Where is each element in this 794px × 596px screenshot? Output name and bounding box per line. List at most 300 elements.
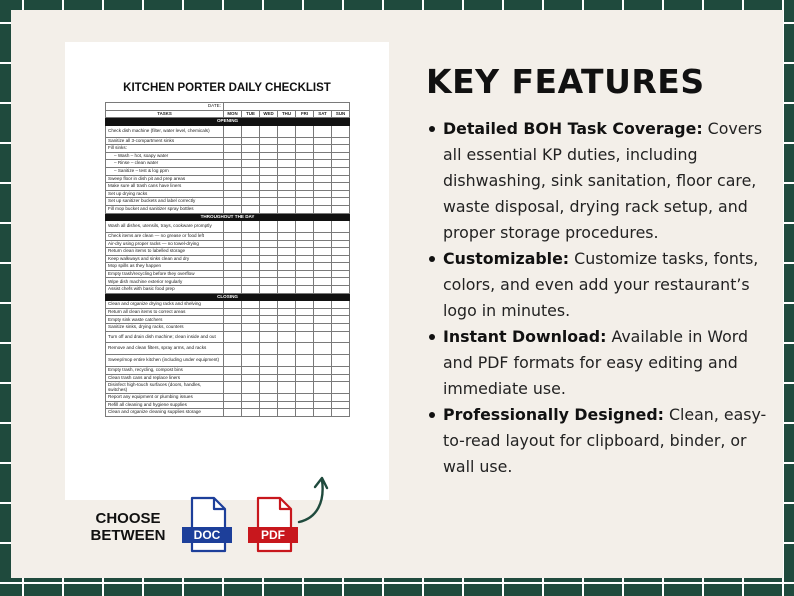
task-label: Empty sink waste catchers — [106, 316, 224, 324]
checkbox-cell[interactable] — [278, 331, 296, 343]
task-label: Assist chefs with basic food prep — [106, 286, 224, 294]
checkbox-cell[interactable] — [278, 255, 296, 263]
checkbox-cell[interactable] — [242, 190, 260, 198]
checkbox-cell[interactable] — [296, 324, 314, 332]
checkbox-cell[interactable] — [296, 137, 314, 145]
checkbox-cell[interactable] — [314, 183, 332, 191]
checkbox-cell[interactable] — [314, 374, 332, 382]
checkbox-cell[interactable] — [224, 152, 242, 160]
checkbox-cell[interactable] — [242, 175, 260, 183]
feature-title: Detailed BOH Task Coverage: — [443, 119, 703, 138]
curved-arrow-icon — [295, 470, 335, 530]
checkbox-cell[interactable] — [224, 270, 242, 278]
checkbox-cell[interactable] — [314, 382, 332, 394]
feature-title: Customizable: — [443, 249, 570, 268]
checkbox-cell[interactable] — [332, 343, 350, 355]
checkbox-cell[interactable] — [260, 232, 278, 240]
day-column-header: WED — [260, 110, 278, 118]
checkbox-cell[interactable] — [314, 160, 332, 168]
checkbox-cell[interactable] — [296, 331, 314, 343]
table-row — [106, 270, 350, 278]
checkbox-cell[interactable] — [296, 374, 314, 382]
checkbox-cell[interactable] — [296, 343, 314, 355]
task-label: Check dish machine (filter, water level, chemicals) — [106, 125, 224, 137]
checkbox-cell[interactable] — [296, 145, 314, 153]
section-header-row — [106, 118, 350, 126]
checklist-title: KITCHEN PORTER DAILY CHECKLIST — [123, 82, 331, 94]
checkbox-cell[interactable] — [242, 355, 260, 367]
checkbox-cell[interactable] — [260, 152, 278, 160]
checkbox-cell[interactable] — [260, 145, 278, 153]
checkbox-cell[interactable] — [224, 255, 242, 263]
checkbox-cell[interactable] — [278, 374, 296, 382]
doc-format-label: DOC — [182, 527, 232, 543]
checkbox-cell[interactable] — [296, 270, 314, 278]
checkbox-cell[interactable] — [242, 308, 260, 316]
date-row — [106, 103, 350, 111]
checkbox-cell[interactable] — [224, 316, 242, 324]
checkbox-cell[interactable] — [278, 263, 296, 271]
day-column-header: SUN — [332, 110, 350, 118]
checkbox-cell[interactable] — [260, 205, 278, 213]
checkbox-cell[interactable] — [260, 198, 278, 206]
checkbox-cell[interactable] — [260, 263, 278, 271]
checkbox-cell[interactable] — [332, 137, 350, 145]
checkbox-cell[interactable] — [224, 382, 242, 394]
checkbox-cell[interactable] — [224, 343, 242, 355]
checkbox-cell[interactable] — [242, 183, 260, 191]
checkbox-cell[interactable] — [332, 316, 350, 324]
checkbox-cell[interactable] — [314, 343, 332, 355]
checkbox-cell[interactable] — [278, 152, 296, 160]
checkbox-cell[interactable] — [332, 183, 350, 191]
checkbox-cell[interactable] — [260, 167, 278, 175]
checkbox-cell[interactable] — [332, 175, 350, 183]
checkbox-cell[interactable] — [314, 278, 332, 286]
checkbox-cell[interactable] — [224, 248, 242, 256]
checkbox-cell[interactable] — [314, 205, 332, 213]
checklist-table — [105, 102, 350, 417]
checkbox-cell[interactable] — [314, 301, 332, 309]
checkbox-cell[interactable] — [296, 221, 314, 233]
checkbox-cell[interactable] — [332, 401, 350, 409]
checkbox-cell[interactable] — [314, 125, 332, 137]
checkbox-cell[interactable] — [332, 263, 350, 271]
checkbox-cell[interactable] — [314, 355, 332, 367]
task-label: Mop spills as they happen — [106, 263, 224, 271]
table-row — [106, 316, 350, 324]
checkbox-cell[interactable] — [260, 278, 278, 286]
checkbox-cell[interactable] — [242, 160, 260, 168]
checkbox-cell[interactable] — [260, 183, 278, 191]
checkbox-cell[interactable] — [278, 240, 296, 248]
checkbox-cell[interactable] — [278, 382, 296, 394]
table-row — [106, 175, 350, 183]
checkbox-cell[interactable] — [278, 301, 296, 309]
checkbox-cell[interactable] — [314, 248, 332, 256]
task-label: Sweep/mop entire kitchen (including under equipment) — [106, 355, 224, 367]
checkbox-cell[interactable] — [242, 382, 260, 394]
table-row — [106, 394, 350, 402]
checkbox-cell[interactable] — [242, 270, 260, 278]
task-label: Empty trash, recycling, compost bins — [106, 367, 224, 375]
checkbox-cell[interactable] — [296, 160, 314, 168]
checkbox-cell[interactable] — [242, 343, 260, 355]
checkbox-cell[interactable] — [278, 167, 296, 175]
checkbox-cell[interactable] — [296, 183, 314, 191]
checkbox-cell[interactable] — [332, 278, 350, 286]
checkbox-cell[interactable] — [260, 355, 278, 367]
checkbox-cell[interactable] — [296, 278, 314, 286]
checkbox-cell[interactable] — [314, 316, 332, 324]
checkbox-cell[interactable] — [296, 240, 314, 248]
checkbox-cell[interactable] — [278, 409, 296, 417]
checkbox-cell[interactable] — [260, 409, 278, 417]
table-row — [106, 183, 350, 191]
feature-text: Clean, easy-to-read layout for clipboard, binder, or wall use. — [443, 405, 767, 476]
checkbox-cell[interactable] — [260, 324, 278, 332]
checkbox-cell[interactable] — [314, 190, 332, 198]
task-label: Clean trash cans and replace liners — [106, 374, 224, 382]
day-column-header: SAT — [314, 110, 332, 118]
task-label: Return clean items to labelled storage — [106, 248, 224, 256]
day-column-header: MON — [224, 110, 242, 118]
checkbox-cell[interactable] — [332, 152, 350, 160]
checkbox-cell[interactable] — [296, 198, 314, 206]
checkbox-cell[interactable] — [260, 160, 278, 168]
checkbox-cell[interactable] — [260, 240, 278, 248]
checkbox-cell[interactable] — [314, 308, 332, 316]
checkbox-cell[interactable] — [242, 221, 260, 233]
checkbox-cell[interactable] — [278, 145, 296, 153]
feature-text: Customize tasks, fonts, colors, and even add your restaurant’s logo in minutes. — [443, 249, 759, 320]
checkbox-cell[interactable] — [260, 125, 278, 137]
checkbox-cell[interactable] — [242, 232, 260, 240]
checkbox-cell[interactable] — [260, 137, 278, 145]
checkbox-cell[interactable] — [242, 198, 260, 206]
checkbox-cell[interactable] — [242, 331, 260, 343]
checkbox-cell[interactable] — [314, 270, 332, 278]
checkbox-cell[interactable] — [332, 394, 350, 402]
checkbox-cell[interactable] — [260, 255, 278, 263]
checkbox-cell[interactable] — [332, 125, 350, 137]
checkbox-cell[interactable] — [224, 263, 242, 271]
checkbox-cell[interactable] — [332, 198, 350, 206]
checkbox-cell[interactable] — [224, 198, 242, 206]
checkbox-cell[interactable] — [260, 248, 278, 256]
checklist-preview — [65, 42, 389, 500]
checkbox-cell[interactable] — [332, 308, 350, 316]
checkbox-cell[interactable] — [314, 232, 332, 240]
task-label: Make sure all trash cans have liners — [106, 183, 224, 191]
checkbox-cell[interactable] — [314, 286, 332, 294]
checkbox-cell[interactable] — [242, 263, 260, 271]
checkbox-cell[interactable] — [332, 355, 350, 367]
checkbox-cell[interactable] — [242, 367, 260, 375]
table-row — [106, 374, 350, 382]
table-row — [106, 240, 350, 248]
checkbox-cell[interactable] — [242, 167, 260, 175]
checkbox-cell[interactable] — [278, 343, 296, 355]
checkbox-cell[interactable] — [224, 367, 242, 375]
checkbox-cell[interactable] — [296, 394, 314, 402]
checkbox-cell[interactable] — [224, 308, 242, 316]
checkbox-cell[interactable] — [296, 401, 314, 409]
checkbox-cell[interactable] — [314, 137, 332, 145]
checkbox-cell[interactable] — [296, 308, 314, 316]
checkbox-cell[interactable] — [332, 374, 350, 382]
checkbox-cell[interactable] — [314, 394, 332, 402]
table-row — [106, 232, 350, 240]
checkbox-cell[interactable] — [260, 401, 278, 409]
checkbox-cell[interactable] — [242, 248, 260, 256]
checkbox-cell[interactable] — [260, 343, 278, 355]
checkbox-cell[interactable] — [314, 255, 332, 263]
checkbox-cell[interactable] — [278, 308, 296, 316]
task-label: Clean and organize drying racks and shelving — [106, 301, 224, 309]
checkbox-cell[interactable] — [260, 374, 278, 382]
table-row — [106, 263, 350, 271]
checkbox-cell[interactable] — [260, 367, 278, 375]
checkbox-cell[interactable] — [296, 205, 314, 213]
checkbox-cell[interactable] — [332, 324, 350, 332]
checkbox-cell[interactable] — [296, 301, 314, 309]
date-value-cell — [224, 103, 350, 111]
checkbox-cell[interactable] — [314, 152, 332, 160]
checkbox-cell[interactable] — [314, 331, 332, 343]
checkbox-cell[interactable] — [296, 255, 314, 263]
task-label: Sweep floor in dish pit and prep areas — [106, 175, 224, 183]
checkbox-cell[interactable] — [314, 221, 332, 233]
checkbox-cell[interactable] — [332, 270, 350, 278]
checkbox-cell[interactable] — [314, 167, 332, 175]
checkbox-cell[interactable] — [242, 125, 260, 137]
checkbox-cell[interactable] — [332, 382, 350, 394]
table-row — [106, 382, 350, 394]
checkbox-cell[interactable] — [242, 324, 260, 332]
checkbox-cell[interactable] — [332, 255, 350, 263]
checkbox-cell[interactable] — [296, 263, 314, 271]
checkbox-cell[interactable] — [224, 324, 242, 332]
table-row — [106, 286, 350, 294]
checkbox-cell[interactable] — [332, 167, 350, 175]
checkbox-cell[interactable] — [278, 248, 296, 256]
checkbox-cell[interactable] — [296, 167, 314, 175]
checkbox-cell[interactable] — [278, 286, 296, 294]
checkbox-cell[interactable] — [332, 331, 350, 343]
checkbox-cell[interactable] — [278, 205, 296, 213]
checkbox-cell[interactable] — [224, 167, 242, 175]
checkbox-cell[interactable] — [242, 240, 260, 248]
checkbox-cell[interactable] — [260, 270, 278, 278]
checkbox-cell[interactable] — [278, 324, 296, 332]
checkbox-cell[interactable] — [314, 175, 332, 183]
checkbox-cell[interactable] — [224, 401, 242, 409]
checkbox-cell[interactable] — [242, 278, 260, 286]
task-label: Sanitize sinks, drying racks, counters — [106, 324, 224, 332]
document-outline-icon — [246, 495, 300, 555]
checkbox-cell[interactable] — [260, 331, 278, 343]
table-row — [106, 409, 350, 417]
checkbox-cell[interactable] — [332, 286, 350, 294]
checkbox-cell[interactable] — [224, 331, 242, 343]
checkbox-cell[interactable] — [278, 183, 296, 191]
checkbox-cell[interactable] — [278, 160, 296, 168]
checkbox-cell[interactable] — [278, 401, 296, 409]
checkbox-cell[interactable] — [332, 301, 350, 309]
checkbox-cell[interactable] — [224, 190, 242, 198]
feature-item — [426, 324, 776, 402]
checkbox-cell[interactable] — [278, 198, 296, 206]
checkbox-cell[interactable] — [224, 183, 242, 191]
checkbox-cell[interactable] — [278, 270, 296, 278]
checkbox-cell[interactable] — [296, 248, 314, 256]
checkbox-cell[interactable] — [278, 221, 296, 233]
task-label: Check items are clean — no grease or food left — [106, 232, 224, 240]
date-label: DATE: — [106, 103, 224, 111]
checkbox-cell[interactable] — [260, 301, 278, 309]
checkbox-cell[interactable] — [314, 324, 332, 332]
checkbox-cell[interactable] — [296, 175, 314, 183]
checkbox-cell[interactable] — [296, 286, 314, 294]
checkbox-cell[interactable] — [242, 137, 260, 145]
feature-item — [426, 246, 776, 324]
checkbox-cell[interactable] — [332, 145, 350, 153]
checkbox-cell[interactable] — [314, 401, 332, 409]
checkbox-cell[interactable] — [224, 137, 242, 145]
table-row — [106, 152, 350, 160]
task-label: Air-dry using proper racks — no towel-drying — [106, 240, 224, 248]
table-row — [106, 221, 350, 233]
checkbox-cell[interactable] — [278, 316, 296, 324]
feature-title: Instant Download: — [443, 327, 607, 346]
checkbox-cell[interactable] — [242, 401, 260, 409]
checkbox-cell[interactable] — [296, 367, 314, 375]
table-row — [106, 278, 350, 286]
checkbox-cell[interactable] — [224, 355, 242, 367]
checkbox-cell[interactable] — [296, 382, 314, 394]
table-row — [106, 343, 350, 355]
checkbox-cell[interactable] — [296, 316, 314, 324]
checkbox-cell[interactable] — [260, 316, 278, 324]
checkbox-cell[interactable] — [314, 409, 332, 417]
checkbox-cell[interactable] — [296, 355, 314, 367]
checkbox-cell[interactable] — [314, 198, 332, 206]
checkbox-cell[interactable] — [332, 232, 350, 240]
checkbox-cell[interactable] — [224, 374, 242, 382]
checkbox-cell[interactable] — [314, 240, 332, 248]
checkbox-cell[interactable] — [224, 232, 242, 240]
checkbox-cell[interactable] — [296, 125, 314, 137]
checkbox-cell[interactable] — [224, 394, 242, 402]
checkbox-cell[interactable] — [296, 232, 314, 240]
pdf-file-icon — [246, 495, 300, 555]
checkbox-cell[interactable] — [224, 301, 242, 309]
checkbox-cell[interactable] — [278, 232, 296, 240]
tasks-column-header: TASKS — [106, 110, 224, 118]
checkbox-cell[interactable] — [242, 409, 260, 417]
checkbox-cell[interactable] — [332, 240, 350, 248]
checkbox-cell[interactable] — [242, 255, 260, 263]
checkbox-cell[interactable] — [224, 286, 242, 294]
checkbox-cell[interactable] — [296, 152, 314, 160]
checkbox-cell[interactable] — [278, 137, 296, 145]
section-title: THROUGHOUT THE DAY — [106, 213, 350, 221]
checkbox-cell[interactable] — [314, 263, 332, 271]
checkbox-cell[interactable] — [332, 248, 350, 256]
choose-between-label: CHOOSE BETWEEN — [90, 510, 166, 544]
checkbox-cell[interactable] — [332, 160, 350, 168]
table-row — [106, 160, 350, 168]
checkbox-cell[interactable] — [296, 409, 314, 417]
pdf-format-label: PDF — [248, 527, 298, 543]
checkbox-cell[interactable] — [278, 190, 296, 198]
checkbox-cell[interactable] — [242, 152, 260, 160]
checkbox-cell[interactable] — [260, 382, 278, 394]
section-header-row — [106, 293, 350, 301]
checkbox-cell[interactable] — [278, 278, 296, 286]
section-title: OPENING — [106, 118, 350, 126]
task-label: Set up sanitizer buckets and label correctly — [106, 198, 224, 206]
checkbox-cell[interactable] — [242, 316, 260, 324]
checkbox-cell[interactable] — [260, 286, 278, 294]
checkbox-cell[interactable] — [278, 394, 296, 402]
checkbox-cell[interactable] — [260, 190, 278, 198]
table-row — [106, 205, 350, 213]
checkbox-cell[interactable] — [242, 145, 260, 153]
checkbox-cell[interactable] — [242, 374, 260, 382]
checkbox-cell[interactable] — [224, 205, 242, 213]
checkbox-cell[interactable] — [224, 240, 242, 248]
checkbox-cell[interactable] — [224, 221, 242, 233]
checkbox-cell[interactable] — [278, 355, 296, 367]
checkbox-cell[interactable] — [278, 367, 296, 375]
task-label: Remove and clean filters, spray arms, and racks — [106, 343, 224, 355]
day-column-header: THU — [278, 110, 296, 118]
checkbox-cell[interactable] — [332, 205, 350, 213]
checkbox-cell[interactable] — [278, 175, 296, 183]
checkbox-cell[interactable] — [278, 125, 296, 137]
checkbox-cell[interactable] — [260, 394, 278, 402]
checkbox-cell[interactable] — [332, 409, 350, 417]
checkbox-cell[interactable] — [332, 221, 350, 233]
checkbox-cell[interactable] — [260, 221, 278, 233]
table-row — [106, 248, 350, 256]
checkbox-cell[interactable] — [296, 190, 314, 198]
checkbox-cell[interactable] — [224, 160, 242, 168]
checkbox-cell[interactable] — [242, 286, 260, 294]
checkbox-cell[interactable] — [242, 205, 260, 213]
checkbox-cell[interactable] — [224, 175, 242, 183]
checkbox-cell[interactable] — [224, 278, 242, 286]
table-row — [106, 137, 350, 145]
checkbox-cell[interactable] — [260, 308, 278, 316]
checkbox-cell[interactable] — [314, 145, 332, 153]
checkbox-cell[interactable] — [242, 301, 260, 309]
checkbox-cell[interactable] — [260, 175, 278, 183]
checkbox-cell[interactable] — [224, 409, 242, 417]
task-label: Sanitize all 3-compartment sinks — [106, 137, 224, 145]
checkbox-cell[interactable] — [314, 367, 332, 375]
task-label: Wipe dish machine exterior regularly — [106, 278, 224, 286]
feature-item — [426, 116, 776, 246]
checkbox-cell[interactable] — [224, 145, 242, 153]
checkbox-cell[interactable] — [224, 125, 242, 137]
checkbox-cell[interactable] — [332, 190, 350, 198]
task-label: Fill sinks: — [106, 145, 224, 153]
checkbox-cell[interactable] — [332, 367, 350, 375]
checkbox-cell[interactable] — [242, 394, 260, 402]
